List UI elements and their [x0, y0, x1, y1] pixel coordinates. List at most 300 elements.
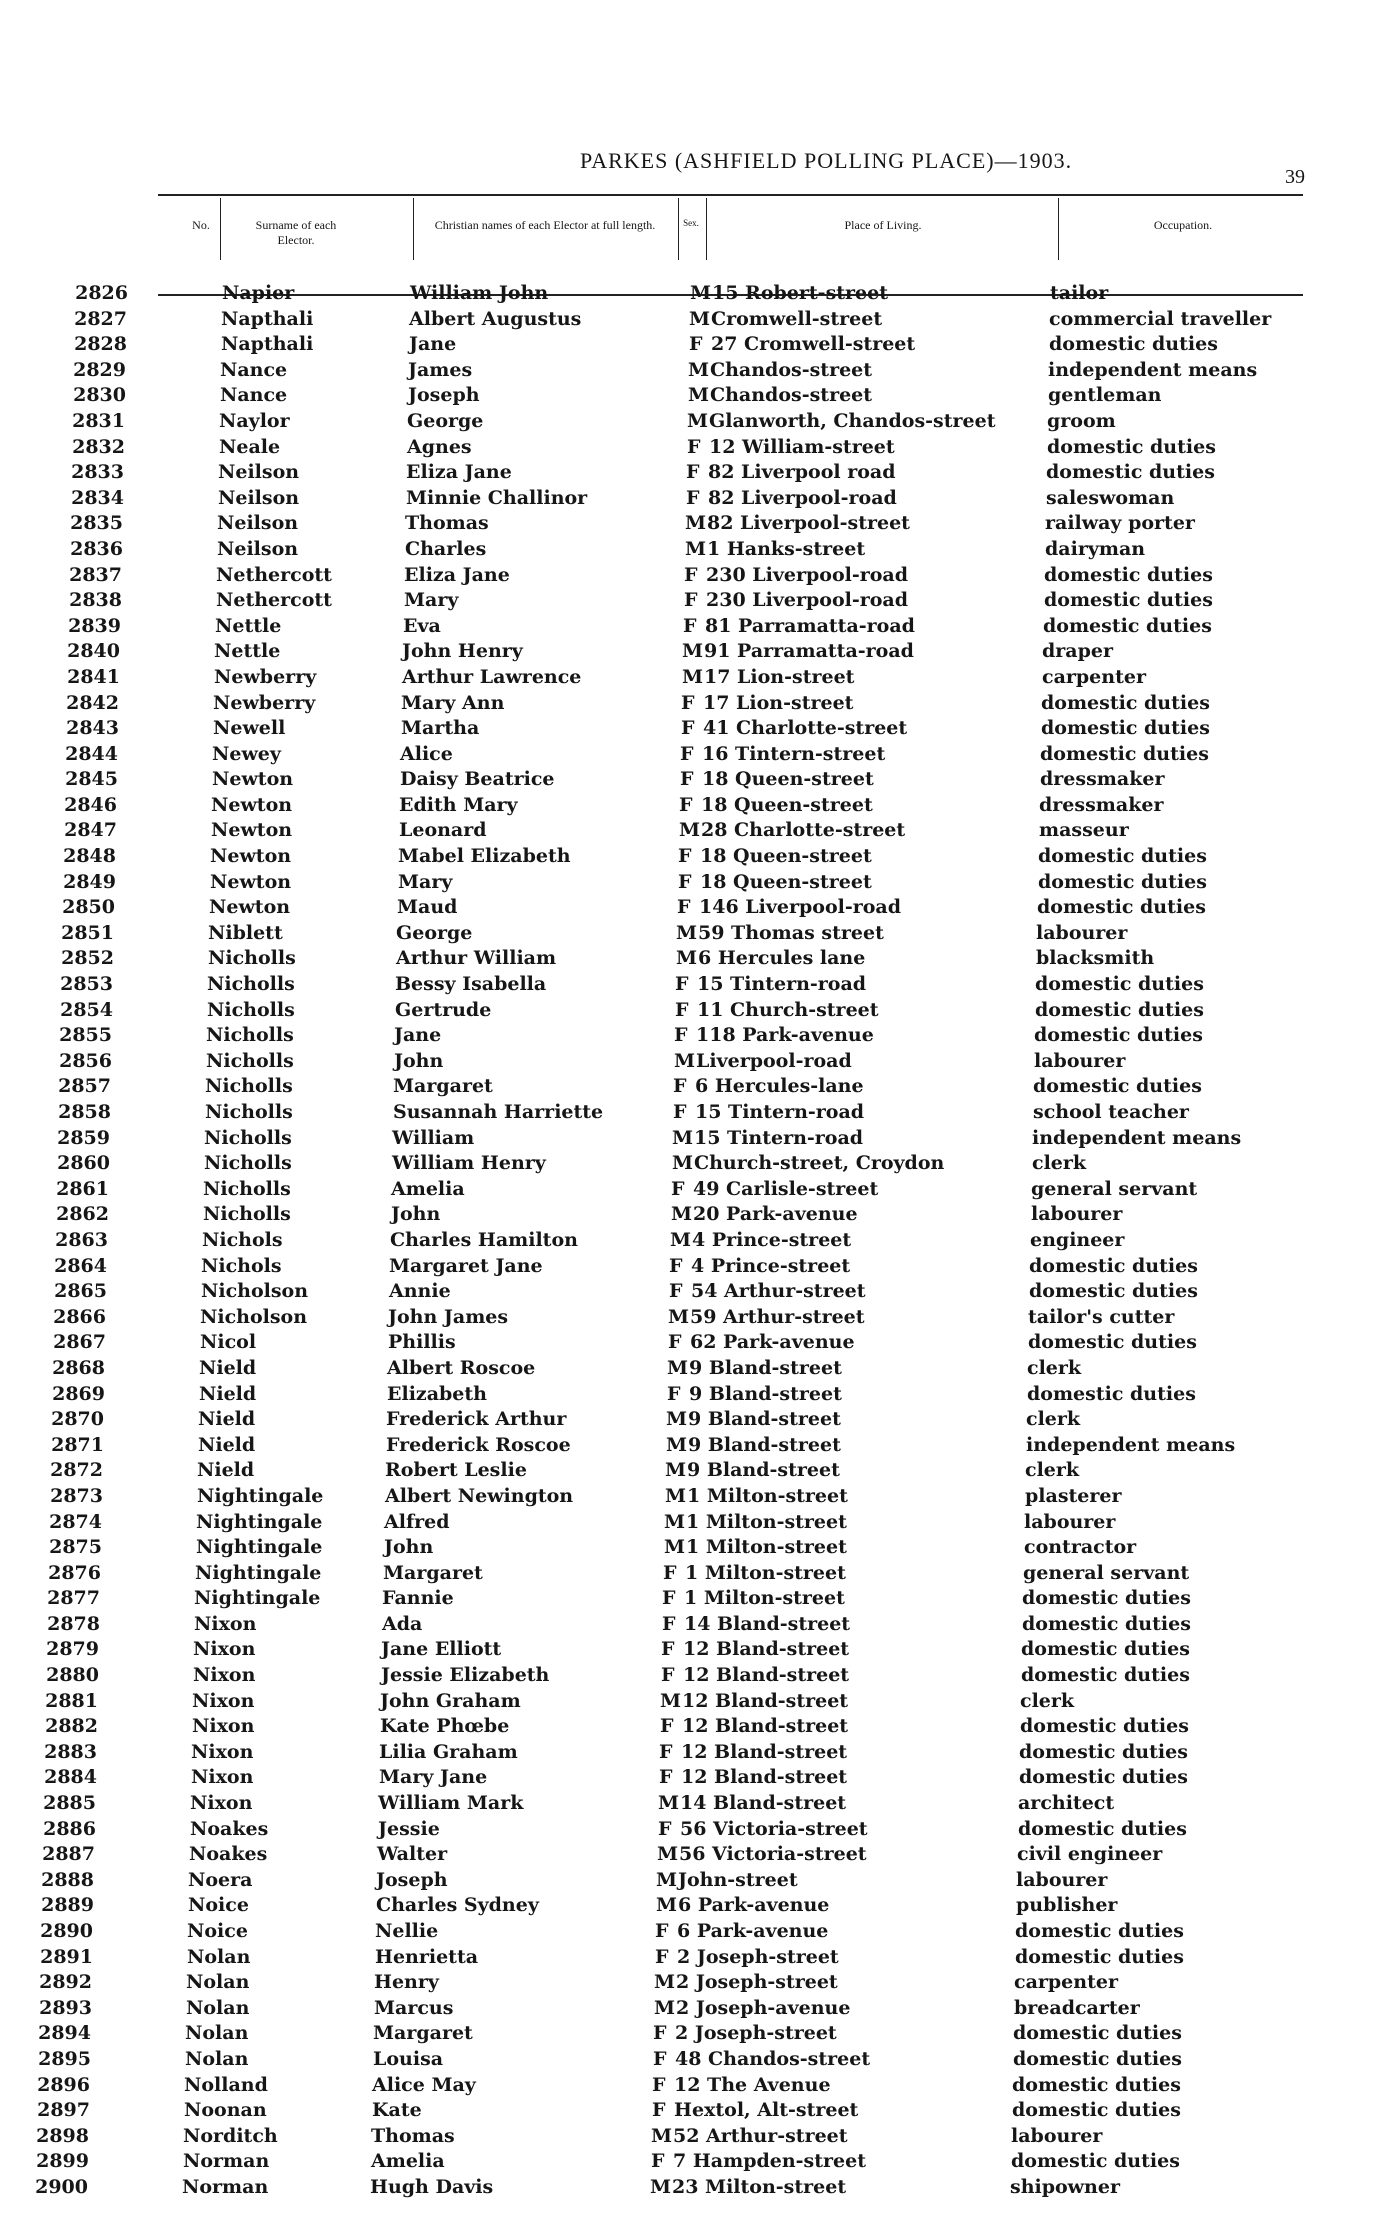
- elector-surname: Nixon: [191, 1766, 254, 1789]
- elector-christian-names: Mary: [404, 589, 459, 612]
- elector-sex: M: [672, 1152, 694, 1175]
- elector-number: 2854: [60, 998, 113, 1021]
- elector-sex: M: [682, 665, 704, 688]
- elector-surname: Noice: [188, 1894, 249, 1917]
- elector-place-of-living: 23 Milton-street: [672, 2175, 847, 2198]
- elector-sex: F: [678, 845, 692, 868]
- elector-sex: M: [676, 947, 698, 970]
- elector-christian-names: Eliza Jane: [406, 461, 512, 484]
- elector-occupation: tailor: [1050, 282, 1109, 304]
- elector-sex: F: [659, 1766, 673, 1789]
- column-divider: [220, 198, 221, 260]
- elector-sex: F: [652, 2073, 666, 2096]
- elector-number: 2885: [43, 1792, 96, 1815]
- elector-occupation: saleswoman: [1046, 486, 1175, 509]
- elector-row: [0, 1485, 1382, 1511]
- elector-number: 2870: [51, 1408, 104, 1431]
- elector-place-of-living: 48 Chandos-street: [675, 2047, 871, 2070]
- elector-sex: M: [651, 2124, 673, 2147]
- elector-place-of-living: 14 Bland-street: [684, 1612, 851, 1635]
- elector-christian-names: Jane: [394, 1024, 442, 1047]
- elector-occupation: domestic duties: [1013, 2047, 1182, 2070]
- elector-christian-names: Louisa: [373, 2047, 444, 2070]
- column-divider: [1058, 198, 1059, 260]
- elector-sex: M: [685, 512, 707, 535]
- elector-christian-names: Amelia: [371, 2150, 445, 2173]
- elector-row: [0, 512, 1382, 538]
- elector-sex: M: [667, 1356, 689, 1379]
- elector-number: 2830: [73, 384, 126, 407]
- elector-number: 2874: [49, 1510, 102, 1533]
- elector-number: 2877: [47, 1587, 100, 1610]
- elector-christian-names: Charles Hamilton: [390, 1228, 578, 1251]
- elector-row: [0, 947, 1382, 973]
- elector-row: [0, 1741, 1382, 1767]
- elector-surname: Nicholls: [203, 1177, 291, 1200]
- elector-number: 2838: [69, 589, 122, 612]
- elector-christian-names: William: [392, 1126, 475, 1149]
- elector-row: [0, 384, 1382, 410]
- elector-surname: Norman: [183, 2150, 270, 2173]
- page-header: [150, 148, 1305, 188]
- elector-surname: Napthali: [221, 307, 314, 330]
- elector-place-of-living: 41 Charlotte-street: [703, 717, 908, 740]
- elector-christian-names: Frederick Arthur: [386, 1408, 567, 1431]
- elector-occupation: architect: [1018, 1792, 1115, 1815]
- elector-occupation: domestic duties: [1034, 1024, 1203, 1047]
- elector-place-of-living: 16 Tintern-street: [702, 742, 886, 765]
- elector-surname: Neilson: [218, 461, 300, 484]
- elector-christian-names: Albert Newington: [385, 1484, 574, 1507]
- elector-number: 2835: [70, 512, 123, 535]
- elector-occupation: clerk: [1026, 1408, 1081, 1431]
- elector-row: [0, 1869, 1382, 1895]
- elector-number: 2878: [47, 1612, 100, 1635]
- column-divider: [678, 198, 679, 260]
- elector-row: [0, 1536, 1382, 1562]
- elector-christian-names: Amelia: [391, 1177, 465, 1200]
- elector-row: [0, 1894, 1382, 1920]
- elector-row: [0, 2125, 1382, 2151]
- elector-place-of-living: 1 Hanks-street: [707, 537, 866, 560]
- elector-number: 2850: [62, 896, 115, 919]
- elector-row: [0, 1280, 1382, 1306]
- elector-christian-names: John: [391, 1203, 441, 1226]
- elector-place-of-living: Hextol, Alt-street: [674, 2099, 859, 2122]
- elector-number: 2891: [40, 1945, 93, 1968]
- elector-row: [0, 692, 1382, 718]
- elector-place-of-living: 17 Lion-street: [704, 665, 855, 688]
- elector-surname: Newton: [210, 870, 292, 893]
- elector-number: 2827: [74, 307, 127, 330]
- elector-occupation: labourer: [1031, 1203, 1123, 1226]
- elector-surname: Nicholls: [206, 1024, 294, 1047]
- elector-sex: F: [655, 1945, 669, 1968]
- elector-row: [0, 1357, 1382, 1383]
- elector-row: [0, 845, 1382, 871]
- elector-number: 2886: [43, 1817, 96, 1840]
- elector-christian-names: George: [407, 409, 484, 432]
- elector-number: 2890: [40, 1920, 93, 1942]
- elector-row: [0, 1178, 1382, 1204]
- elector-number: 2876: [48, 1561, 101, 1584]
- elector-row: [0, 1997, 1382, 2023]
- elector-number: 2861: [56, 1177, 109, 1200]
- elector-christian-names: Gertrude: [395, 998, 492, 1021]
- elector-occupation: school teacher: [1033, 1101, 1189, 1123]
- elector-surname: Neilson: [217, 537, 299, 560]
- elector-row: [0, 308, 1382, 334]
- elector-place-of-living: 4 Prince-street: [691, 1254, 851, 1277]
- elector-occupation: labourer: [1034, 1049, 1126, 1072]
- elector-christian-names: Arthur Lawrence: [402, 665, 582, 688]
- elector-sex: M: [687, 409, 709, 432]
- elector-occupation: dairyman: [1045, 537, 1146, 560]
- elector-place-of-living: 2 Joseph-street: [675, 2022, 837, 2045]
- elector-row: [0, 871, 1382, 897]
- elector-place-of-living: 1 Milton-street: [687, 1484, 848, 1507]
- elector-surname: Neilson: [217, 512, 299, 535]
- elector-christian-names: Henrietta: [375, 1945, 479, 1968]
- elector-row: [0, 615, 1382, 641]
- header-rule-top: [158, 194, 1303, 196]
- elector-place-of-living: 1 Milton-street: [684, 1587, 845, 1610]
- elector-row: [0, 743, 1382, 769]
- elector-surname: Napthali: [221, 333, 314, 356]
- elector-place-of-living: 15 Tintern-road: [695, 1101, 865, 1123]
- elector-place-of-living: 6 Park-avenue: [678, 1894, 830, 1917]
- elector-christian-names: Annie: [389, 1280, 451, 1303]
- elector-number: 2883: [44, 1740, 97, 1763]
- elector-surname: Nicholson: [200, 1305, 308, 1328]
- elector-occupation: domestic duties: [1038, 845, 1207, 868]
- elector-surname: Norditch: [183, 2124, 278, 2147]
- elector-number: 2887: [42, 1843, 95, 1866]
- elector-sex: M: [664, 1510, 686, 1533]
- elector-number: 2880: [46, 1664, 99, 1687]
- elector-surname: Neilson: [218, 486, 300, 509]
- elector-christian-names: Margaret: [383, 1561, 483, 1584]
- elector-place-of-living: 9 Bland-street: [689, 1356, 842, 1379]
- elector-surname: Nicholls: [208, 947, 296, 970]
- elector-christian-names: Charles: [405, 537, 487, 560]
- elector-sex: M: [688, 358, 710, 381]
- elector-number: 2851: [61, 921, 114, 944]
- elector-occupation: publisher: [1016, 1894, 1118, 1917]
- elector-row: [0, 1690, 1382, 1716]
- elector-surname: Nolan: [186, 1971, 250, 1994]
- elector-surname: Nixon: [194, 1612, 257, 1635]
- elector-place-of-living: 28 Charlotte-street: [701, 819, 906, 842]
- elector-row: [0, 1050, 1382, 1076]
- elector-occupation: domestic duties: [1013, 2022, 1182, 2045]
- elector-christian-names: Phillis: [388, 1331, 456, 1354]
- elector-occupation: domestic duties: [1020, 1715, 1189, 1738]
- elector-christian-names: Mary: [398, 870, 453, 893]
- elector-surname: Nixon: [193, 1664, 256, 1687]
- elector-occupation: commercial traveller: [1049, 307, 1272, 330]
- elector-place-of-living: 9 Bland-street: [689, 1382, 842, 1405]
- elector-surname: Nolan: [185, 2022, 249, 2045]
- elector-surname: Nightingale: [196, 1510, 323, 1533]
- elector-surname: Nicholls: [205, 1075, 293, 1098]
- elector-place-of-living: 1 Milton-street: [686, 1536, 847, 1559]
- elector-occupation: domestic duties: [1018, 1817, 1187, 1840]
- elector-surname: Nettle: [215, 614, 282, 637]
- elector-occupation: domestic duties: [1049, 333, 1218, 356]
- elector-occupation: railway porter: [1045, 512, 1195, 535]
- column-header-surname: Surname of each Elector.: [255, 218, 337, 247]
- elector-christian-names: Mabel Elizabeth: [398, 845, 571, 868]
- elector-surname: Nolan: [187, 1945, 251, 1968]
- elector-surname: Nolland: [184, 2073, 268, 2096]
- elector-surname: Newton: [210, 845, 292, 868]
- elector-sex: M: [665, 1484, 687, 1507]
- elector-place-of-living: 12 The Avenue: [674, 2073, 831, 2096]
- elector-place-of-living: 17 Lion-street: [703, 691, 854, 714]
- elector-number: 2895: [38, 2047, 91, 2070]
- elector-christian-names: Minnie Challinor: [406, 486, 588, 509]
- elector-place-of-living: 12 William-street: [709, 435, 895, 458]
- elector-surname: Naylor: [219, 409, 290, 432]
- elector-surname: Nicholls: [207, 998, 295, 1021]
- elector-occupation: domestic duties: [1037, 896, 1206, 919]
- elector-sex: M: [668, 1305, 690, 1328]
- elector-row: [0, 1459, 1382, 1485]
- elector-surname: Nightingale: [196, 1536, 323, 1559]
- elector-row: [0, 973, 1382, 999]
- elector-surname: Nicholls: [204, 1152, 292, 1175]
- elector-row: [0, 282, 1382, 308]
- elector-christian-names: Daisy Beatrice: [400, 768, 555, 791]
- elector-sex: F: [673, 1075, 687, 1098]
- elector-occupation: domestic duties: [1022, 1612, 1191, 1635]
- elector-christian-names: Joseph: [408, 384, 480, 407]
- elector-number: 2840: [67, 640, 120, 663]
- elector-place-of-living: Chandos-street: [710, 384, 873, 407]
- elector-place-of-living: 230 Liverpool-road: [706, 589, 909, 612]
- elector-number: 2837: [69, 563, 122, 586]
- elector-number: 2842: [66, 691, 119, 714]
- elector-place-of-living: Glanworth, Chandos-street: [709, 409, 996, 432]
- elector-christian-names: Thomas: [405, 512, 489, 535]
- elector-occupation: clerk: [1020, 1689, 1075, 1712]
- elector-occupation: general servant: [1023, 1561, 1190, 1584]
- elector-row: [0, 717, 1382, 743]
- elector-occupation: domestic duties: [1041, 717, 1210, 740]
- elector-place-of-living: 18 Queen-street: [702, 768, 874, 791]
- elector-christian-names: William John: [410, 282, 549, 304]
- column-header-no: No.: [192, 218, 210, 232]
- elector-number: 2896: [37, 2073, 90, 2096]
- elector-sex: F: [660, 1715, 674, 1738]
- elector-row: [0, 1229, 1382, 1255]
- elector-number: 2864: [54, 1254, 107, 1277]
- elector-christian-names: Albert Augustus: [409, 307, 582, 330]
- elector-number: 2852: [61, 947, 114, 970]
- elector-row: [0, 2048, 1382, 2074]
- elector-sex: M: [657, 1843, 679, 1866]
- elector-surname: Nightingale: [195, 1561, 322, 1584]
- elector-christian-names: Fannie: [382, 1587, 454, 1610]
- elector-row: [0, 896, 1382, 922]
- elector-row: [0, 1024, 1382, 1050]
- elector-occupation: domestic duties: [1029, 1280, 1198, 1303]
- elector-occupation: breadcarter: [1014, 1996, 1140, 2019]
- elector-christian-names: Eva: [403, 614, 441, 637]
- elector-sex: M: [679, 819, 701, 842]
- elector-sex: F: [663, 1561, 677, 1584]
- elector-occupation: contractor: [1024, 1536, 1137, 1559]
- page-title: PARKES (ASHFIELD POLLING PLACE)—1903.: [580, 148, 1073, 173]
- elector-surname: Nettle: [214, 640, 281, 663]
- elector-number: 2881: [45, 1689, 98, 1712]
- elector-place-of-living: 62 Park-avenue: [690, 1331, 855, 1354]
- elector-occupation: domestic duties: [1028, 1331, 1197, 1354]
- elector-number: 2858: [58, 1101, 111, 1123]
- elector-sex: M: [690, 282, 712, 304]
- elector-place-of-living: 54 Arthur-street: [691, 1280, 866, 1303]
- elector-christian-names: William Henry: [392, 1152, 546, 1175]
- elector-surname: Nixon: [193, 1638, 256, 1661]
- elector-row: [0, 1920, 1382, 1946]
- elector-sex: F: [689, 333, 703, 356]
- elector-place-of-living: 12 Bland-street: [682, 1715, 849, 1738]
- elector-sex: F: [661, 1664, 675, 1687]
- elector-surname: Nance: [220, 384, 288, 407]
- elector-occupation: labourer: [1011, 2124, 1103, 2147]
- elector-occupation: independent means: [1032, 1126, 1242, 1149]
- elector-sex: F: [675, 998, 689, 1021]
- elector-number: 2892: [39, 1971, 92, 1994]
- elector-row: [0, 564, 1382, 590]
- elector-christian-names: Nellie: [375, 1920, 439, 1942]
- elector-place-of-living: 2 Joseph-avenue: [676, 1996, 851, 2019]
- elector-occupation: blacksmith: [1036, 947, 1155, 970]
- elector-christian-names: Jane Elliott: [381, 1638, 502, 1661]
- elector-sex: F: [669, 1254, 683, 1277]
- elector-row: [0, 1383, 1382, 1409]
- elector-sex: M: [666, 1433, 688, 1456]
- elector-sex: F: [681, 717, 695, 740]
- elector-occupation: domestic duties: [1015, 1945, 1184, 1968]
- elector-surname: Nightingale: [194, 1587, 321, 1610]
- elector-christian-names: Martha: [401, 717, 480, 740]
- elector-row: [0, 999, 1382, 1025]
- elector-place-of-living: 6 Park-avenue: [677, 1920, 829, 1942]
- elector-row: [0, 1306, 1382, 1332]
- elector-surname: Newton: [209, 896, 291, 919]
- elector-sex: M: [688, 384, 710, 407]
- elector-number: 2853: [60, 973, 113, 996]
- elector-surname: Nield: [198, 1433, 256, 1456]
- elector-number: 2873: [50, 1484, 103, 1507]
- elector-surname: Nixon: [191, 1740, 254, 1763]
- elector-sex: M: [671, 1203, 693, 1226]
- elector-row: [0, 819, 1382, 845]
- elector-surname: Nicholson: [201, 1280, 309, 1303]
- elector-christian-names: Margaret: [373, 2022, 473, 2045]
- elector-number: 2871: [51, 1433, 104, 1456]
- elector-surname: Nixon: [192, 1715, 255, 1738]
- elector-surname: Nicholls: [206, 1049, 294, 1072]
- elector-surname: Nichols: [202, 1228, 283, 1251]
- elector-christian-names: Alice: [400, 742, 453, 765]
- elector-sex: F: [653, 2022, 667, 2045]
- elector-occupation: carpenter: [1014, 1971, 1118, 1994]
- elector-surname: Nicholls: [207, 973, 295, 996]
- elector-sex: F: [684, 589, 698, 612]
- elector-surname: Nichols: [201, 1254, 282, 1277]
- elector-surname: Norman: [182, 2175, 269, 2198]
- elector-row: [0, 1843, 1382, 1869]
- elector-surname: Newell: [213, 717, 286, 740]
- elector-sex: F: [686, 486, 700, 509]
- elector-occupation: general servant: [1031, 1177, 1198, 1200]
- elector-christian-names: John Graham: [380, 1689, 521, 1712]
- elector-number: 2847: [64, 819, 117, 842]
- elector-row: [0, 1562, 1382, 1588]
- elector-occupation: labourer: [1024, 1510, 1116, 1533]
- elector-occupation: labourer: [1016, 1868, 1108, 1891]
- elector-christian-names: Walter: [377, 1843, 448, 1866]
- elector-surname: Newton: [211, 819, 293, 842]
- elector-number: 2834: [71, 486, 124, 509]
- elector-row: [0, 1203, 1382, 1229]
- elector-christian-names: Mary Ann: [401, 691, 505, 714]
- elector-sex: F: [669, 1280, 683, 1303]
- elector-row: [0, 922, 1382, 948]
- elector-surname: Nield: [197, 1459, 255, 1482]
- elector-place-of-living: 49 Carlisle-street: [693, 1177, 879, 1200]
- elector-sex: F: [662, 1587, 676, 1610]
- elector-sex: M: [685, 537, 707, 560]
- elector-christian-names: Lilia Graham: [379, 1740, 518, 1763]
- elector-number: 2826: [75, 282, 128, 304]
- elector-place-of-living: 9 Bland-street: [688, 1408, 841, 1431]
- elector-place-of-living: 56 Victoria-street: [679, 1843, 867, 1866]
- elector-place-of-living: 12 Bland-street: [682, 1689, 849, 1712]
- elector-sex: F: [668, 1331, 682, 1354]
- elector-row: [0, 1587, 1382, 1613]
- elector-place-of-living: 7 Hampden-street: [673, 2150, 866, 2173]
- elector-surname: Nixon: [192, 1689, 255, 1712]
- elector-surname: Newberry: [213, 691, 316, 714]
- column-header-christian-names: Christian names of each Elector at full length.: [434, 218, 656, 232]
- elector-sex: F: [658, 1817, 672, 1840]
- elector-christian-names: George: [396, 921, 473, 944]
- elector-place-of-living: 20 Park-avenue: [693, 1203, 858, 1226]
- elector-occupation: dressmaker: [1040, 768, 1165, 791]
- elector-sex: M: [664, 1536, 686, 1559]
- elector-place-of-living: 11 Church-street: [697, 998, 879, 1021]
- elector-sex: F: [667, 1382, 681, 1405]
- elector-occupation: dressmaker: [1039, 793, 1164, 816]
- elector-row: [0, 538, 1382, 564]
- elector-christian-names: Alfred: [384, 1510, 450, 1533]
- elector-occupation: domestic duties: [1043, 614, 1212, 637]
- elector-row: [0, 1152, 1382, 1178]
- elector-occupation: tailor's cutter: [1028, 1305, 1175, 1328]
- elector-surname: Nethercott: [216, 563, 332, 586]
- elector-number: 2888: [41, 1868, 94, 1891]
- elector-number: 2884: [44, 1766, 97, 1789]
- elector-surname: Noakes: [189, 1843, 268, 1866]
- elector-place-of-living: 82 Liverpool-road: [708, 486, 897, 509]
- elector-row: [0, 1818, 1382, 1844]
- elector-occupation: carpenter: [1042, 665, 1146, 688]
- elector-surname: Nolan: [185, 2047, 249, 2070]
